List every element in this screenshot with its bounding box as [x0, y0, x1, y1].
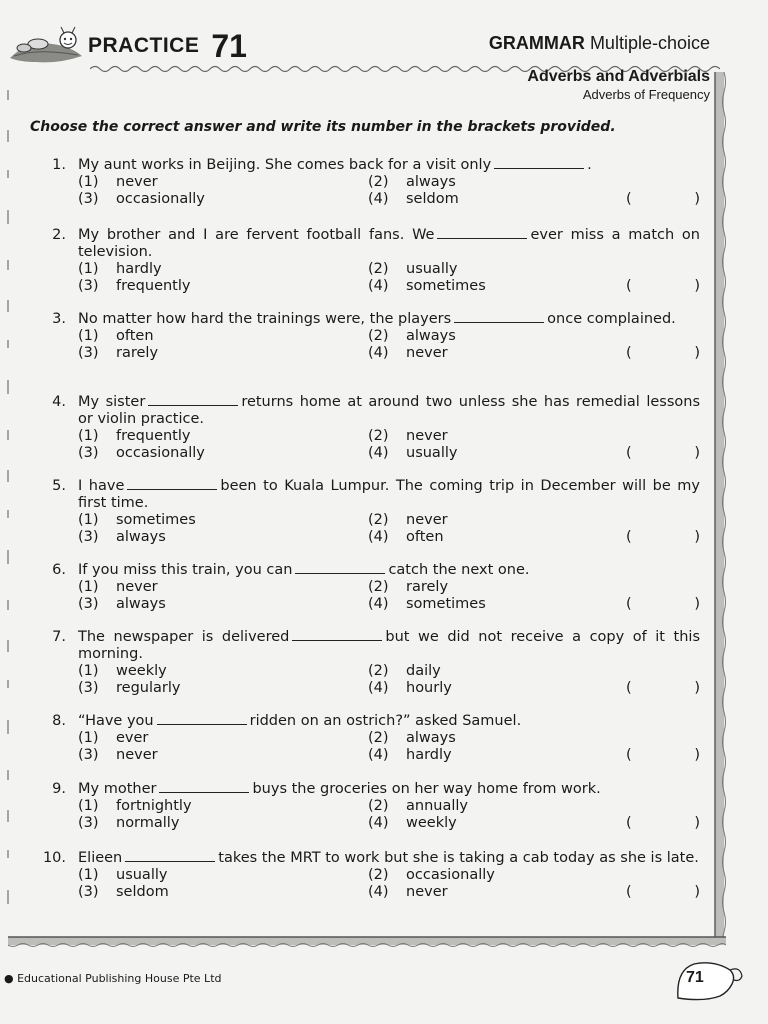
open-bracket: (	[626, 680, 632, 696]
option-number: (3)	[78, 345, 99, 361]
publisher-name: Educational Publishing House Pte Ltd	[17, 972, 222, 985]
practice-number: 71	[211, 27, 247, 64]
option-text: frequently	[116, 278, 191, 294]
question-number: 5.	[52, 478, 66, 494]
close-bracket: )	[694, 747, 700, 763]
option-text: usually	[406, 445, 458, 461]
question-stem	[78, 478, 700, 512]
option-text: ever	[116, 730, 149, 746]
frame-right-border	[712, 72, 726, 944]
page-number-badge	[674, 958, 744, 1002]
option-group	[78, 174, 700, 208]
option-row	[78, 730, 700, 747]
option-group	[78, 730, 700, 764]
answer-option	[368, 747, 658, 764]
answer-blank[interactable]	[127, 478, 217, 490]
option-row	[78, 174, 700, 191]
section-heading	[527, 68, 710, 102]
answer-option	[78, 884, 368, 901]
stem-before: My brother and I are fervent football fans. We	[78, 227, 435, 243]
option-text: occasionally	[406, 867, 495, 883]
answer-option	[368, 815, 658, 832]
close-bracket: )	[694, 596, 700, 612]
answer-option	[368, 191, 658, 208]
option-text: rarely	[406, 579, 449, 595]
option-number: (4)	[368, 815, 389, 831]
option-text: normally	[116, 815, 180, 831]
answer-option	[368, 328, 658, 345]
option-number: (2)	[368, 730, 389, 746]
stem-before: My aunt works in Beijing. She comes back for a visit only	[78, 157, 492, 173]
answer-option	[78, 663, 368, 680]
option-number: (3)	[78, 815, 99, 831]
answer-option	[78, 529, 368, 546]
option-number: (1)	[78, 261, 99, 277]
option-group	[78, 428, 700, 462]
answer-option	[78, 815, 368, 832]
question-number: 1.	[52, 157, 66, 173]
question-item	[38, 629, 700, 697]
topic-rest: Multiple-choice	[589, 33, 710, 53]
option-group	[78, 867, 700, 901]
open-bracket: (	[626, 815, 632, 831]
option-text: always	[406, 174, 456, 190]
answer-brackets[interactable]	[626, 445, 700, 462]
question-stem	[78, 227, 700, 261]
option-text: hardly	[406, 747, 452, 763]
option-text: sometimes	[116, 512, 196, 528]
question-item	[38, 478, 700, 546]
binding-margin-marks	[0, 90, 12, 940]
answer-option	[78, 445, 368, 462]
option-group	[78, 579, 700, 613]
option-number: (4)	[368, 680, 389, 696]
question-item	[38, 850, 700, 901]
option-row	[78, 428, 700, 445]
option-number: (1)	[78, 867, 99, 883]
question-number: 2.	[52, 227, 66, 243]
option-text: usually	[406, 261, 458, 277]
question-stem	[78, 157, 700, 174]
option-number: (3)	[78, 680, 99, 696]
option-text: often	[116, 328, 154, 344]
answer-option	[78, 680, 368, 697]
stem-after: once complained.	[547, 311, 676, 327]
option-number: (4)	[368, 529, 389, 545]
stem-before: The newspaper is delivered	[78, 629, 290, 645]
copyright-icon: ●	[4, 972, 14, 985]
option-number: (1)	[78, 174, 99, 190]
option-number: (3)	[78, 445, 99, 461]
answer-blank[interactable]	[125, 850, 215, 862]
open-bracket: (	[626, 596, 632, 612]
option-number: (3)	[78, 747, 99, 763]
option-text: never	[116, 174, 158, 190]
option-text: always	[116, 529, 166, 545]
option-row	[78, 512, 700, 529]
option-number: (4)	[368, 191, 389, 207]
option-number: (1)	[78, 328, 99, 344]
question-number: 10.	[42, 850, 66, 866]
question-item	[38, 157, 700, 208]
option-text: weekly	[116, 663, 167, 679]
answer-brackets[interactable]	[626, 529, 700, 546]
answer-option	[368, 529, 658, 546]
question-stem	[78, 394, 700, 428]
stem-before: “Have you	[78, 713, 154, 729]
question-item	[38, 713, 700, 764]
option-number: (3)	[78, 884, 99, 900]
answer-option	[368, 174, 658, 191]
option-row	[78, 815, 700, 832]
stem-before: My sister	[78, 394, 146, 410]
answer-option	[368, 278, 658, 295]
option-number: (1)	[78, 512, 99, 528]
option-text: rarely	[116, 345, 159, 361]
answer-option	[368, 428, 658, 445]
answer-blank[interactable]	[292, 629, 382, 641]
answer-brackets[interactable]	[626, 815, 700, 832]
option-number: (3)	[78, 278, 99, 294]
answer-brackets[interactable]	[626, 191, 700, 208]
question-item	[38, 562, 700, 613]
option-number: (1)	[78, 663, 99, 679]
answer-option	[368, 445, 658, 462]
option-row	[78, 596, 700, 613]
answer-brackets[interactable]	[626, 884, 700, 901]
question-number: 9.	[52, 781, 66, 797]
answer-option	[368, 596, 658, 613]
section-title: Adverbs and Adverbials	[527, 68, 710, 85]
answer-option	[78, 747, 368, 764]
option-row	[78, 884, 700, 901]
option-group	[78, 328, 700, 362]
close-bracket: )	[694, 278, 700, 294]
topic-heading	[489, 33, 710, 54]
option-number: (4)	[368, 596, 389, 612]
answer-option	[78, 428, 368, 445]
answer-option	[368, 798, 658, 815]
answer-option	[78, 328, 368, 345]
option-number: (3)	[78, 529, 99, 545]
option-number: (1)	[78, 798, 99, 814]
answer-blank[interactable]	[157, 713, 247, 725]
option-text: always	[406, 730, 456, 746]
open-bracket: (	[626, 445, 632, 461]
stem-after: takes the MRT to work but she is taking a cab today as she is late.	[218, 850, 699, 866]
option-number: (2)	[368, 428, 389, 444]
open-bracket: (	[626, 529, 632, 545]
question-stem	[78, 629, 700, 663]
option-number: (4)	[368, 445, 389, 461]
stem-after: buys the groceries on her way home from work.	[252, 781, 601, 797]
answer-brackets[interactable]	[626, 345, 700, 362]
instruction-text: Choose the correct answer and write its number in the brackets provided.	[30, 119, 616, 135]
answer-blank[interactable]	[437, 227, 527, 239]
close-bracket: )	[694, 191, 700, 207]
option-number: (4)	[368, 345, 389, 361]
option-text: never	[406, 512, 448, 528]
open-bracket: (	[626, 191, 632, 207]
option-text: weekly	[406, 815, 457, 831]
question-item	[38, 394, 700, 462]
option-row	[78, 798, 700, 815]
answer-option	[368, 579, 658, 596]
option-row	[78, 867, 700, 884]
option-number: (4)	[368, 747, 389, 763]
bee-leaf-logo	[8, 26, 84, 66]
answer-option	[78, 191, 368, 208]
stem-after: returns home at around two unless she has remedial lessons or violin practice.	[78, 394, 700, 427]
answer-option	[78, 512, 368, 529]
answer-blank[interactable]	[295, 562, 385, 574]
option-number: (3)	[78, 191, 99, 207]
question-stem	[78, 562, 700, 579]
topic-bold: GRAMMAR	[488, 33, 585, 53]
close-bracket: )	[694, 680, 700, 696]
option-number: (2)	[368, 798, 389, 814]
answer-option	[78, 867, 368, 884]
answer-option	[78, 730, 368, 747]
option-text: never	[406, 428, 448, 444]
option-number: (4)	[368, 884, 389, 900]
question-number: 4.	[52, 394, 66, 410]
question-number: 8.	[52, 713, 66, 729]
option-group	[78, 512, 700, 546]
open-bracket: (	[626, 278, 632, 294]
frame-bottom-border	[8, 934, 726, 948]
open-bracket: (	[626, 747, 632, 763]
stem-after: but we did not receive a copy of it this morning.	[78, 629, 700, 662]
option-text: never	[116, 747, 158, 763]
question-item	[38, 227, 700, 295]
option-text: never	[116, 579, 158, 595]
option-number: (2)	[368, 663, 389, 679]
answer-option	[368, 512, 658, 529]
option-text: regularly	[116, 680, 181, 696]
option-text: always	[406, 328, 456, 344]
stem-before: Elieen	[78, 850, 123, 866]
option-number: (2)	[368, 174, 389, 190]
answer-option	[368, 663, 658, 680]
question-number: 6.	[52, 562, 66, 578]
option-number: (4)	[368, 278, 389, 294]
option-row	[78, 579, 700, 596]
question-number: 7.	[52, 629, 66, 645]
option-row	[78, 529, 700, 546]
answer-option	[78, 798, 368, 815]
open-bracket: (	[626, 884, 632, 900]
answer-option	[78, 174, 368, 191]
question-number: 3.	[52, 311, 66, 327]
question-item	[38, 781, 700, 832]
stem-before: My mother	[78, 781, 157, 797]
answer-option	[368, 345, 658, 362]
option-text: occasionally	[116, 191, 205, 207]
option-row	[78, 445, 700, 462]
option-text: sometimes	[406, 278, 486, 294]
publisher-credit	[4, 972, 222, 985]
stem-before: I have	[78, 478, 125, 494]
option-group	[78, 261, 700, 295]
option-text: annually	[406, 798, 468, 814]
option-text: daily	[406, 663, 441, 679]
question-stem	[78, 850, 700, 867]
answer-option	[368, 730, 658, 747]
option-text: fortnightly	[116, 798, 192, 814]
answer-brackets[interactable]	[626, 596, 700, 613]
stem-after: catch the next one.	[388, 562, 530, 578]
question-stem	[78, 311, 700, 328]
option-text: sometimes	[406, 596, 486, 612]
option-row	[78, 663, 700, 680]
option-row	[78, 191, 700, 208]
option-row	[78, 278, 700, 295]
answer-blank[interactable]	[494, 157, 584, 169]
close-bracket: )	[694, 815, 700, 831]
option-row	[78, 261, 700, 278]
answer-option	[368, 867, 658, 884]
option-text: frequently	[116, 428, 191, 444]
close-bracket: )	[694, 884, 700, 900]
stem-after: been to Kuala Lumpur. The coming trip in December will be my first time.	[78, 478, 700, 511]
option-text: never	[406, 345, 448, 361]
answer-option	[368, 680, 658, 697]
answer-brackets[interactable]	[626, 680, 700, 697]
close-bracket: )	[694, 345, 700, 361]
option-text: hourly	[406, 680, 452, 696]
stem-after: ridden on an ostrich?” asked Samuel.	[249, 713, 522, 729]
option-group	[78, 798, 700, 832]
stem-before: No matter how hard the trainings were, the players	[78, 311, 452, 327]
question-item	[38, 311, 700, 362]
option-number: (1)	[78, 428, 99, 444]
option-number: (2)	[368, 579, 389, 595]
option-text: often	[406, 529, 444, 545]
option-group	[78, 663, 700, 697]
close-bracket: )	[694, 445, 700, 461]
option-number: (1)	[78, 579, 99, 595]
stem-after: ever miss a match on television.	[78, 227, 700, 260]
section-subtitle: Adverbs of Frequency	[582, 87, 710, 102]
option-text: hardly	[116, 261, 162, 277]
option-row	[78, 747, 700, 764]
option-number: (2)	[368, 328, 389, 344]
answer-blank[interactable]	[159, 781, 249, 793]
option-text: usually	[116, 867, 168, 883]
answer-option	[78, 579, 368, 596]
option-row	[78, 680, 700, 697]
open-bracket: (	[626, 345, 632, 361]
close-bracket: )	[694, 529, 700, 545]
answer-blank[interactable]	[148, 394, 238, 406]
option-text: occasionally	[116, 445, 205, 461]
practice-label: PRACTICE	[88, 34, 200, 57]
answer-option	[78, 596, 368, 613]
answer-option	[78, 261, 368, 278]
answer-option	[368, 884, 658, 901]
option-number: (2)	[368, 867, 389, 883]
option-number: (2)	[368, 261, 389, 277]
option-text: seldom	[406, 191, 459, 207]
option-row	[78, 328, 700, 345]
option-text: always	[116, 596, 166, 612]
practice-header	[8, 26, 247, 66]
answer-brackets[interactable]	[626, 747, 700, 764]
page-number: 71	[686, 969, 704, 986]
answer-option	[78, 278, 368, 295]
question-stem	[78, 713, 700, 730]
stem-before: If you miss this train, you can	[78, 562, 293, 578]
answer-blank[interactable]	[454, 311, 544, 323]
stem-after: .	[587, 157, 592, 173]
option-number: (3)	[78, 596, 99, 612]
answer-option	[368, 261, 658, 278]
option-number: (1)	[78, 730, 99, 746]
option-text: seldom	[116, 884, 169, 900]
option-text: never	[406, 884, 448, 900]
question-stem	[78, 781, 700, 798]
answer-option	[78, 345, 368, 362]
answer-brackets[interactable]	[626, 278, 700, 295]
option-number: (2)	[368, 512, 389, 528]
option-row	[78, 345, 700, 362]
